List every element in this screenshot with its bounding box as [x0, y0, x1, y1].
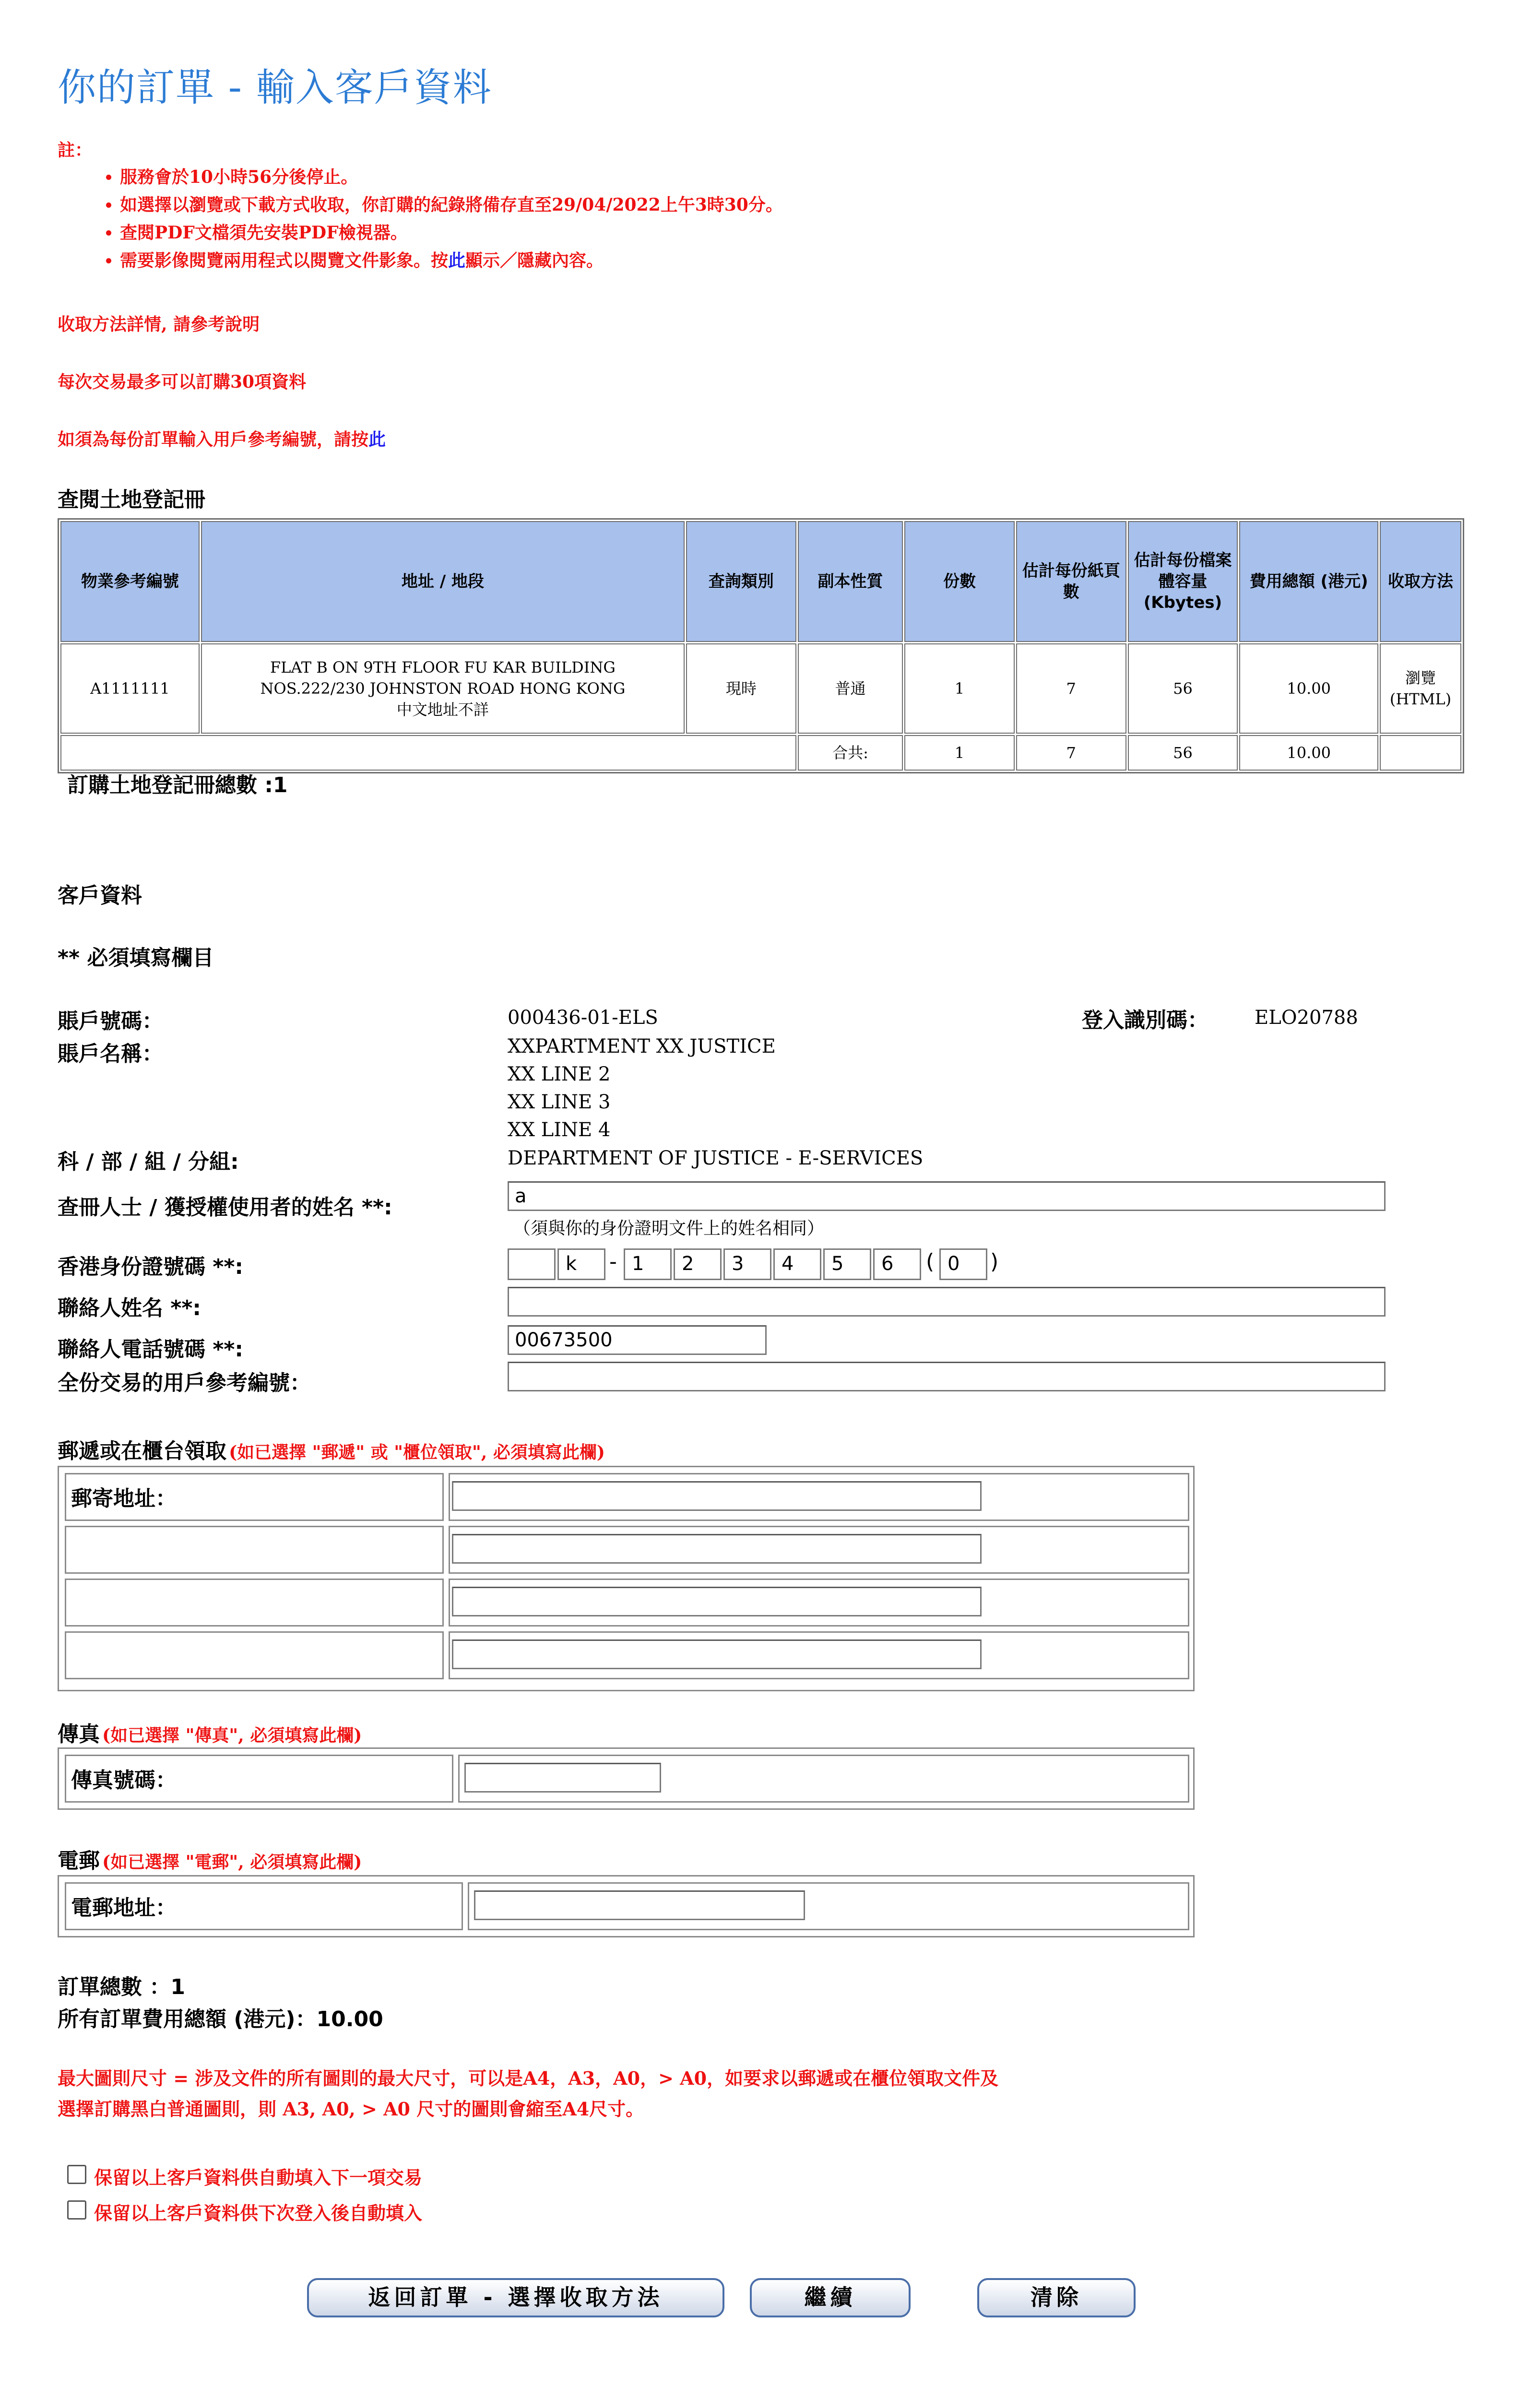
hkid-open-paren: (: [926, 1249, 935, 1274]
address-line: FLAT B ON 9TH FLOOR FU KAR BUILDING: [270, 658, 616, 677]
hkid-prefix-1[interactable]: [508, 1248, 556, 1280]
account-name: [508, 1033, 776, 1144]
column-header: 估計每份檔案體容量 (Kbytes): [1128, 521, 1238, 642]
email-label: 電郵地址：: [71, 1896, 177, 1920]
login-id: ELO20788: [1255, 1007, 1358, 1029]
fax-label: 傳真號碼：: [71, 1768, 177, 1793]
postal-address-cell: [449, 1473, 1189, 1521]
hkid-digit[interactable]: 6: [873, 1248, 921, 1280]
login-id-label: 登入識別碼：: [1082, 1008, 1208, 1033]
column-header: 副本性質: [798, 521, 903, 642]
keep-login-label: 保留以上客戶資料供下次登入後自動填入: [94, 2202, 423, 2224]
email-input-cell: [468, 1882, 1189, 1930]
note-link-suffix: 顯示／隱藏內容。: [465, 250, 604, 271]
postal-address-cell: [449, 1579, 1189, 1627]
paper-size-note: [58, 2063, 998, 2125]
total-pages: 7: [1016, 735, 1126, 771]
total-orders: 訂單總數 ：1: [58, 1975, 185, 1999]
account-name-line: XX LINE 4: [508, 1119, 611, 1141]
column-header: 估計每份紙頁數: [1016, 521, 1126, 642]
search-type: 現時: [686, 643, 796, 734]
total-delivery: [1380, 735, 1461, 771]
column-header: 費用總額 (港元): [1239, 521, 1378, 642]
contact-name-label: 聯絡人姓名 **:: [58, 1296, 201, 1320]
hkid-digit[interactable]: 4: [773, 1248, 821, 1280]
postal-address-cell: [449, 1526, 1189, 1574]
contact-phone-input[interactable]: 00673500: [508, 1325, 767, 1355]
fax-input-cell: [458, 1755, 1189, 1803]
toggle-content-link[interactable]: 此: [448, 250, 466, 271]
column-header: 查詢類別: [686, 521, 796, 642]
postal-address-label-cell: [65, 1473, 444, 1521]
column-header: 地址 / 地段: [201, 521, 685, 642]
user-ref-link[interactable]: 此: [368, 429, 386, 450]
searcher-name-hint: （須與你的身份證明文件上的姓名相同）: [513, 1219, 825, 1238]
fax-note: (如已選擇 "傳真", 必須填寫此欄): [102, 1725, 362, 1746]
email-frame: [58, 1875, 1195, 1937]
land-register-title: 查閱土地登記冊: [58, 487, 205, 512]
note-link-prefix: 按: [431, 250, 449, 271]
user-ref-input[interactable]: [508, 1362, 1386, 1391]
note-item: • 查閱PDF文檔須先安裝PDF檢視器。: [120, 219, 783, 247]
email-title: 電郵: [58, 1849, 100, 1873]
contact-phone-label: 聯絡人電話號碼 **:: [58, 1337, 243, 1362]
postal-address-line-3[interactable]: [452, 1587, 982, 1616]
email-label-cell: [65, 1882, 463, 1930]
file-size: 56: [1128, 643, 1238, 734]
hkid-check-digit[interactable]: 0: [939, 1248, 987, 1280]
keep-next-label: 保留以上客戶資料供自動填入下一項交易: [94, 2167, 423, 2188]
email-heading: [58, 1843, 362, 1874]
address-line: 中文地址不詳: [396, 701, 489, 719]
postal-address-frame: [58, 1466, 1195, 1691]
required-note: ** 必須填寫欄目: [58, 946, 214, 970]
delivery-line: 瀏覽: [1405, 669, 1436, 687]
fax-number-input[interactable]: [464, 1763, 661, 1793]
hkid-digit[interactable]: 3: [723, 1248, 771, 1280]
continue-button[interactable]: 繼續: [750, 2278, 911, 2317]
total-fee: 所有訂單費用總額 (港元)：10.00: [58, 2007, 383, 2031]
pages: 7: [1016, 643, 1126, 734]
total-copies: 1: [904, 735, 1015, 771]
clear-button[interactable]: 清除: [977, 2278, 1136, 2317]
postal-address-line-1[interactable]: [452, 1481, 982, 1511]
fax-title: 傳真: [58, 1722, 100, 1746]
table-row: [60, 643, 1461, 734]
keep-next-checkbox[interactable]: [67, 2165, 86, 2184]
hkid-digit[interactable]: 2: [674, 1248, 722, 1280]
paper-size-note-line: 選擇訂購黑白普通圖則，則 A3, A0, > A0 尺寸的圖則會縮至A4尺寸。: [58, 2098, 644, 2120]
postal-note: (如已選擇 "郵遞" 或 "櫃位領取", 必須填寫此欄): [229, 1442, 605, 1462]
total-row: [60, 735, 1461, 771]
hkid-prefix-2[interactable]: k: [557, 1248, 605, 1280]
column-header: 物業參考編號: [60, 521, 200, 642]
postal-address-cell: [449, 1631, 1189, 1679]
account-no-label: 賬戶號碼：: [58, 1009, 163, 1033]
address-line: NOS.222/230 JOHNSTON ROAD HONG KONG: [260, 679, 626, 698]
postal-heading: [58, 1434, 605, 1464]
hkid-label: 香港身份證號碼 **:: [58, 1255, 243, 1279]
paper-size-note-line: 最大圖則尺寸 = 涉及文件的所有圖則的最大尺寸，可以是A4，A3，A0，> A0，如要求以郵遞或在櫃位領取文件及: [58, 2067, 999, 2089]
max-items-text: 每次交易最多可以訂購30項資料: [58, 372, 307, 392]
dept-label: 科 / 部 / 組 / 分組:: [58, 1150, 239, 1174]
postal-label-cell: [65, 1526, 444, 1574]
total-label: 合共:: [798, 735, 903, 771]
column-header: 份數: [904, 521, 1015, 642]
account-name-line: XXPARTMENT XX JUSTICE: [508, 1035, 776, 1057]
property-ref: A1111111: [60, 643, 200, 734]
postal-label-cell: [65, 1579, 444, 1627]
postal-title: 郵遞或在櫃台領取: [58, 1439, 226, 1463]
page-title: 你的訂單 - 輸入客戶資料: [58, 65, 492, 110]
copies: 1: [904, 643, 1015, 734]
fee: 10.00: [1239, 643, 1378, 734]
postal-address-line-4[interactable]: [452, 1639, 982, 1669]
notes-list: [96, 163, 783, 274]
copy-type: 普通: [798, 643, 903, 734]
land-register-table: [58, 518, 1464, 773]
hkid-dash: -: [609, 1249, 617, 1274]
customer-section-title: 客戶資料: [58, 883, 142, 908]
user-ref-label: 全份交易的用戶參考編號：: [58, 1371, 311, 1395]
fax-heading: [58, 1717, 362, 1747]
back-button[interactable]: 返回訂單 - 選擇收取方法: [307, 2278, 724, 2317]
hkid-digit[interactable]: 5: [823, 1248, 871, 1280]
notes-label: 註：: [58, 140, 93, 160]
searcher-name-input[interactable]: a: [508, 1181, 1386, 1211]
delivery-line: (HTML): [1389, 690, 1452, 708]
postal-label-cell: [65, 1631, 444, 1679]
account-name-line: XX LINE 3: [508, 1091, 611, 1113]
department: DEPARTMENT OF JUSTICE - E-SERVICES: [508, 1147, 924, 1169]
postal-address-label: 郵寄地址：: [71, 1486, 177, 1511]
delivery-detail-text: 收取方法詳情, 請參考說明: [58, 314, 260, 334]
note-item: [120, 247, 783, 274]
column-header: 收取方法: [1380, 521, 1461, 642]
note-item: • 服務會於10小時56分後停止。: [120, 163, 783, 191]
total-fee: 10.00: [1239, 735, 1378, 771]
postal-address-line-2[interactable]: [452, 1534, 982, 1564]
fax-frame: [58, 1747, 1195, 1810]
note-item: • 如選擇以瀏覽或下載方式收取，你訂購的紀錄將備存直至29/04/2022上午3時30分。: [120, 191, 783, 219]
keep-login-checkbox[interactable]: [67, 2200, 86, 2220]
user-ref-label: 如須為每份訂單輸入用戶參考編號，請按: [58, 429, 369, 450]
total-blank: [60, 735, 796, 771]
total-size: 56: [1128, 735, 1238, 771]
delivery-method: [1380, 643, 1461, 734]
account-name-label: 賬戶名稱：: [58, 1042, 163, 1066]
contact-name-input[interactable]: [508, 1287, 1386, 1317]
note-item-text: 需要影像閱覽兩用程式以閱覽文件影象。: [120, 250, 431, 271]
hkid-digit[interactable]: 1: [624, 1248, 672, 1280]
email-note: (如已選擇 "電郵", 必須填寫此欄): [102, 1852, 362, 1872]
email-address-input[interactable]: [474, 1890, 805, 1920]
hkid-close-paren: ): [990, 1249, 999, 1274]
searcher-name-label: 查冊人士 / 獲授權使用者的姓名 **:: [58, 1195, 392, 1220]
account-no: 000436-01-ELS: [508, 1007, 658, 1029]
user-ref-text: [58, 426, 386, 451]
total-land-registers: 訂購土地登記冊總數 :1: [67, 773, 288, 797]
table-header-row: [60, 521, 1461, 642]
property-address: [201, 643, 685, 734]
fax-label-cell: [65, 1755, 453, 1803]
account-name-line: XX LINE 2: [508, 1063, 611, 1085]
